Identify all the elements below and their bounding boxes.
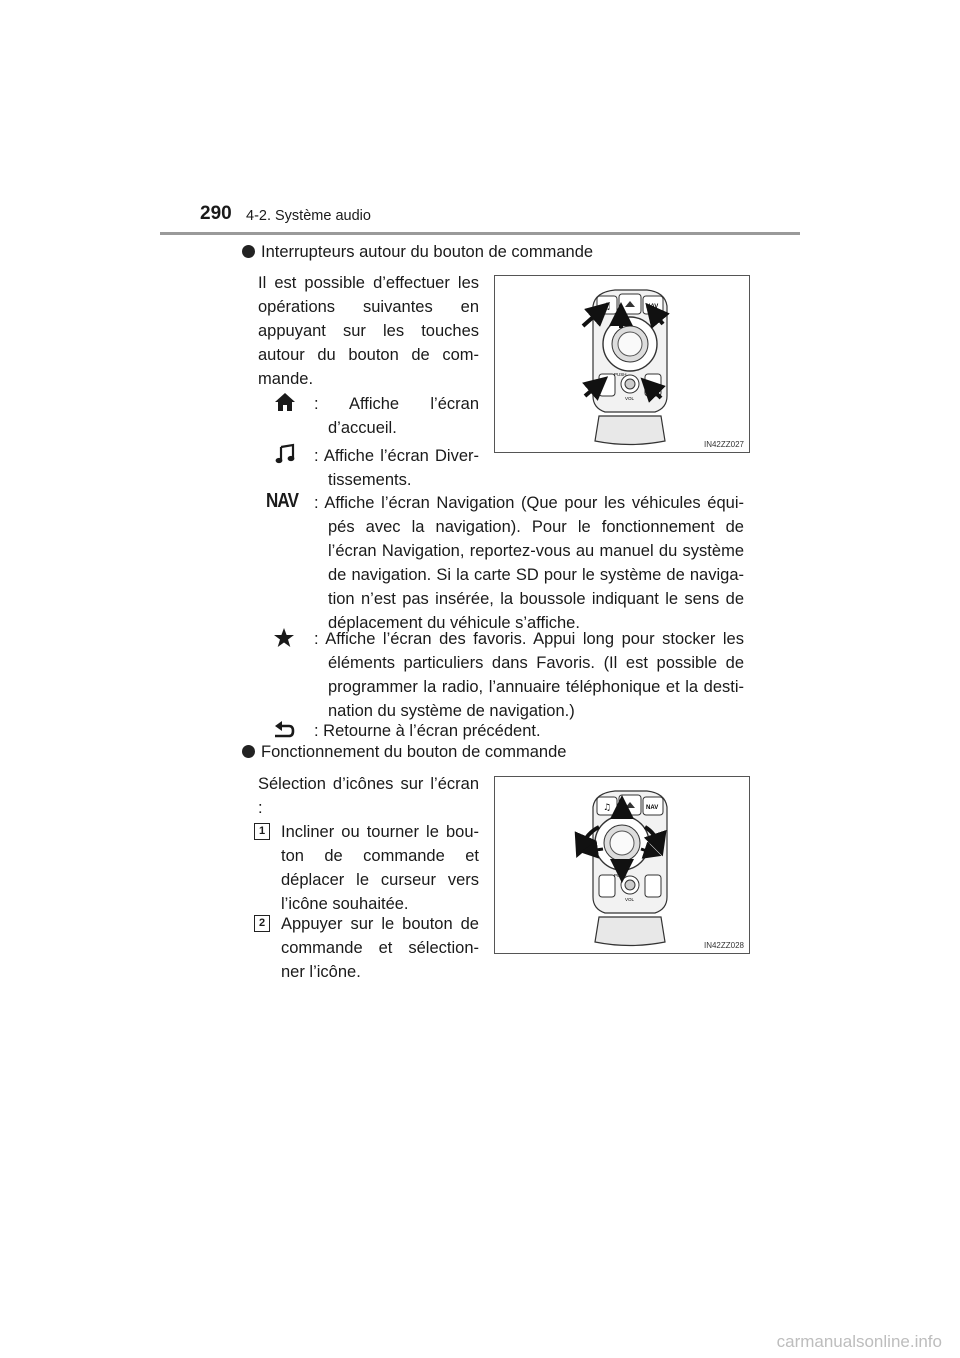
- section1-title: Interrupteurs autour du bouton de commande: [261, 243, 594, 261]
- watermark: carmanualsonline.info: [776, 1332, 942, 1351]
- definition-home: : Affiche l’écran d’accueil.: [314, 395, 479, 437]
- commander-diagram-1: [495, 276, 749, 452]
- definition-nav: : Affiche l’écran Navigation (Que pour les véhicules équi- pés avec la navigation). Pour le fonctionnement de l’écran Navigation, reportez-vous au manuel du système de navigation. Si la carte SD pour le système de naviga- tion n’est pas insérée, la boussole indiquant le sens de déplacement du véhicule s’affiche.: [314, 494, 744, 632]
- svg-text:PUSH: PUSH: [614, 372, 627, 377]
- definition-music: : Affiche l’écran Diver- tissements.: [314, 447, 479, 489]
- star-icon: [273, 627, 295, 648]
- bullet-icon: [242, 245, 255, 258]
- back-arrow-icon: [272, 720, 296, 740]
- svg-text:♫: ♫: [603, 302, 612, 312]
- music-note-icon: [274, 443, 296, 465]
- svg-text:♫: ♫: [603, 803, 612, 813]
- svg-text:VOL: VOL: [625, 396, 635, 401]
- figure-commander-operation: [494, 776, 750, 954]
- step-1-text: Incliner ou tourner le bou- ton de commande et déplacer le curseur vers l’icône souhaitée.: [281, 823, 479, 913]
- section1-intro: Il est possible d’effectuer les opérations suivantes en appuyant sur les touches autour du bouton de com- mande.: [258, 274, 479, 388]
- section2-intro: Sélection d’icônes sur l’écran :: [258, 775, 479, 817]
- figure-commander-buttons: [494, 275, 750, 453]
- bullet-icon: [242, 745, 255, 758]
- figure-code: IN42ZZ027: [703, 440, 744, 449]
- home-icon: [273, 391, 297, 413]
- figure-code: IN42ZZ028: [703, 941, 744, 950]
- section2-heading: [242, 743, 566, 762]
- step-2-text: Appuyer sur le bouton de commande et sélection- ner l’icône.: [281, 915, 479, 981]
- svg-text:VOL: VOL: [625, 897, 635, 902]
- section-title: 4-2. Système audio: [246, 208, 371, 224]
- svg-text:PUSH: PUSH: [614, 873, 627, 878]
- step-number-2: 2: [254, 915, 270, 932]
- commander-diagram-2: [495, 777, 749, 953]
- section2-title: Fonctionnement du bouton de commande: [261, 743, 567, 761]
- section1-heading: [242, 243, 593, 262]
- svg-text:NAV: NAV: [646, 304, 659, 310]
- header-rule: [160, 232, 800, 235]
- definition-back: : Retourne à l’écran précédent.: [314, 722, 541, 740]
- svg-text:NAV: NAV: [646, 805, 659, 811]
- step-number-1: 1: [254, 823, 270, 840]
- definition-star: : Affiche l’écran des favoris. Appui long pour stocker les éléments particuliers dans Favoris. (Il est possible de programmer la radio, l’annuaire téléphonique et la desti- nation du système de navigation.): [314, 630, 744, 720]
- nav-icon: NAV: [266, 490, 299, 512]
- page-number: 290: [200, 203, 232, 224]
